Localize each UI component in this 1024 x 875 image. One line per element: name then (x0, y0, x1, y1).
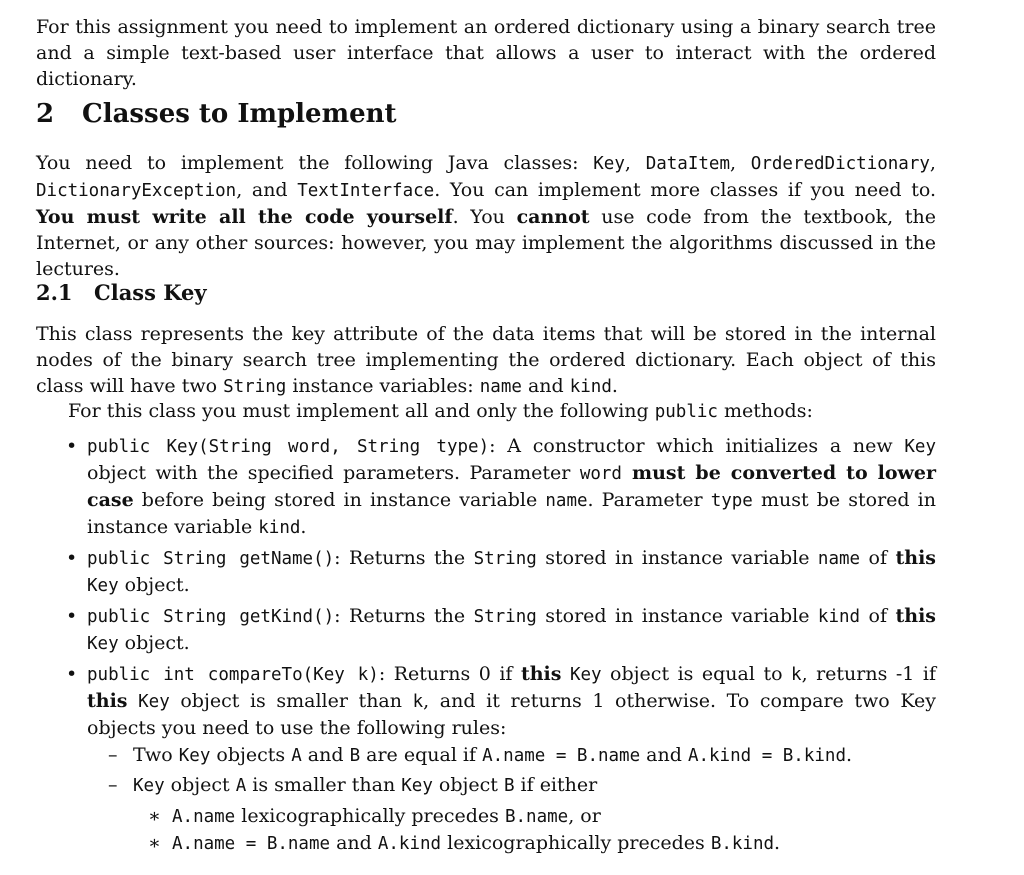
intro-paragraph: For this assignment you need to implement an ordered dictionary using a binary search tree and a simple text-based user interface that allows a user to interact with the ordered dictionary. (36, 16, 936, 90)
method-item-getkind: • public String getKind(): Returns the String stored in instance variable kind of this Key object. (36, 603, 936, 657)
methods-list (36, 433, 936, 745)
method-item-constructor: • public Key(String word, String type): A constructor which initializes a new Key object with the specified parameters. Parameter word must be converted to lower case before being stored in instance variable name. Parameter type must be stored in instance variable kind. (36, 433, 936, 541)
dash-marker: – (108, 744, 118, 766)
section-paragraph: You need to implement the following Java classes: Key, DataItem, OrderedDictionary, DictionaryException, and TextInterface. You can implement more classes if you need to. You must write all the code yourself. You cannot use code from the textbook, the Internet, or any other sources: however, you may implement the algorithms discussed in the lectures. (36, 152, 936, 280)
document-page: For this assignment you need to implement an ordered dictionary using a binary search tree and a simple text-based user interface that allows a user to interact with the ordered dictionary. 2 Classes to Implement You need to implement the following Java classes: Key, DataItem, OrderedDictionary, DictionaryException, and TextInterface. You can implement more classes if you need to. You must write all the code yourself. You cannot use code from the textbook, the Internet, or any other sources: however, you may implement the algorithms discussed in the lectures. 2.1 Class Key This class represents the key attribute of the data items that will be stored in the internal nodes of the binary search tree implementing the ordered dictionary. Each object of this class will have two String instance variables: name and kind. For this class you must implement all and only the following public methods: • public Key(String word, String type): A constructor which initializes a new Key object with the specified parameters. Parameter word must be converted to lower case before being stored in instance variable name. Parameter type must be stored in instance variable kind. • public String getName(): Returns the String stored in instance variable name of this Key object. • public String getKind(): Returns the String stored in instance variable kind of this Key object. • public int compareTo(Key k): Returns 0 if this Key object is equal to k, returns -1 if this Key object is smaller than k, and it returns 1 otherwise. To compare two Key objects you need to use the following rules: – Two Key objects A and B are equal if A.name = B.name and A.kind = B.kind. – Key object A is smaller than Key object B if either ∗ A.name lexicographically precedes B.name, or ∗ A.name = B.name and A.kind lexicographically precedes B.kind. (0, 0, 1024, 875)
method-signature: public Key(String word, String type) (87, 437, 490, 457)
method-signature: public int compareTo(Key k) (87, 665, 379, 685)
bold-warning: You must write all the code yourself (36, 206, 453, 228)
class-key-paragraph: This class represents the key attribute of the data items that will be stored in the internal nodes of the binary search tree implementing the ordered dictionary. Each object of this class will have two String instance variables: name and kind. (36, 323, 936, 397)
star-marker: ∗ (148, 805, 161, 827)
method-item-getname: • public String getName(): Returns the String stored in instance variable name of this Key object. (36, 545, 936, 599)
section-title: Classes to Implement (82, 99, 397, 129)
class-name-textinterface: TextInterface (297, 181, 435, 201)
class-name-dictionaryexception: DictionaryException (36, 181, 237, 201)
method-signature: public String getName() (87, 549, 335, 569)
subsection-heading (36, 280, 936, 306)
class-name-key: Key (593, 154, 625, 174)
method-signature: public String getKind() (87, 607, 335, 627)
class-name-dataitem: DataItem (645, 154, 730, 174)
dash-marker: – (108, 774, 118, 796)
bold-cannot: cannot (516, 206, 590, 228)
section-number: 2 (36, 99, 55, 129)
methods-intro: For this class you must implement all and only the following public methods: (68, 400, 813, 422)
class-name-ordereddictionary: OrderedDictionary (750, 154, 930, 174)
section-heading (36, 99, 936, 129)
subsection-title: Class Key (94, 280, 207, 305)
star-marker: ∗ (148, 832, 161, 854)
method-item-compareto: • public int compareTo(Key k): Returns 0 if this Key object is equal to k, returns -1 if this Key object is smaller than k, and it returns 1 otherwise. To compare two Key objects you need to use the following rules: (36, 661, 936, 741)
subsection-number: 2.1 (36, 280, 73, 305)
